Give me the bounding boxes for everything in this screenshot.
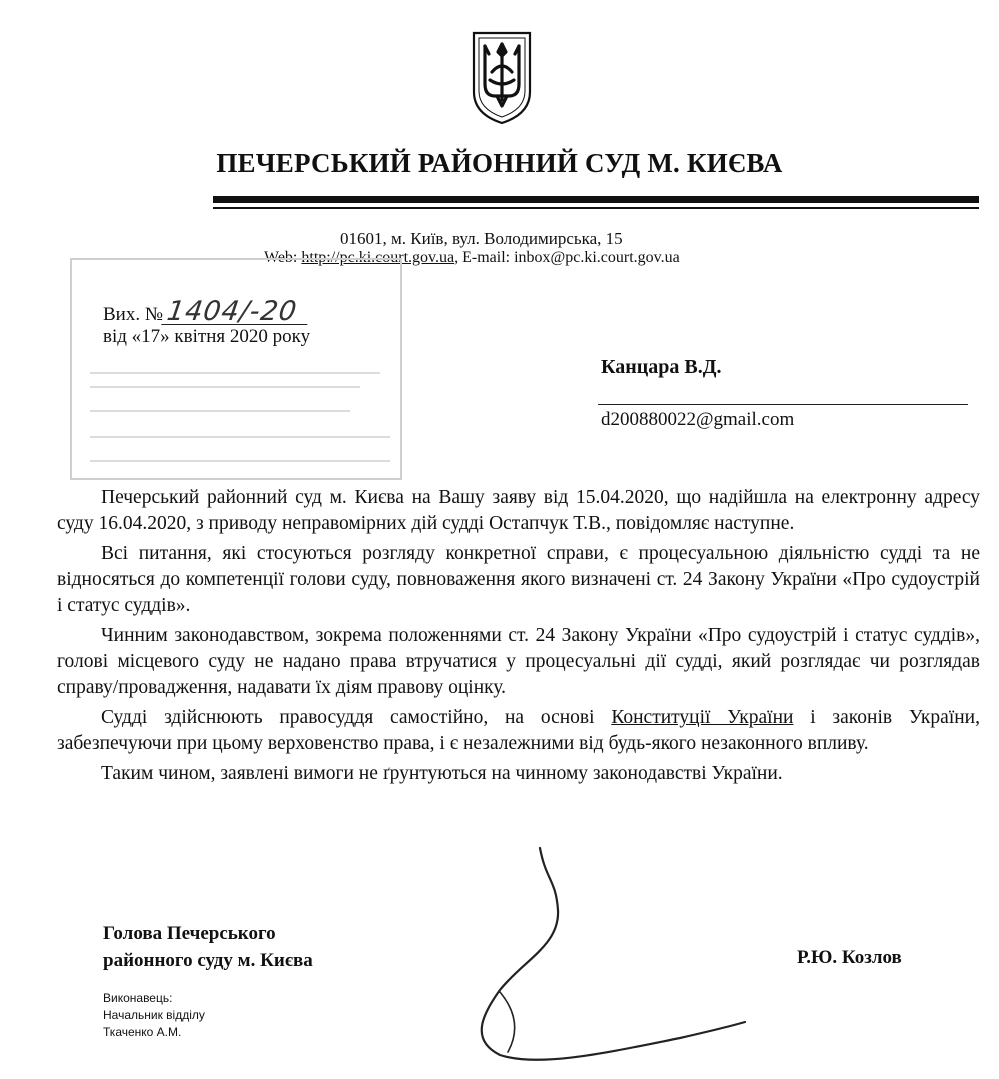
body-paragraph-2: Всі питання, які стосуються розгляду конкретної справи, є процесуальною діяльністю судді та не відносяться до компетенції голови суду, повноваження якого визначені ст. 24 Закону України «Про судоустрій і статус суддів». <box>57 543 980 616</box>
court-name-heading: ПЕЧЕРСЬКИЙ РАЙОННИЙ СУД М. КИЄВА <box>216 148 783 178</box>
signatory-name: Р.Ю. Козлов <box>797 947 902 968</box>
outgoing-number-label: Вих. № <box>103 304 163 325</box>
constitution-link[interactable]: Конституції України <box>611 707 794 728</box>
email-label: , E-mail: <box>454 249 511 266</box>
signatory-title-line-1: Голова Печерського <box>103 923 276 944</box>
recipient-name: Канцара В.Д. <box>601 356 722 378</box>
outgoing-number-handwritten: 1404/-20 <box>161 300 310 325</box>
trident-emblem-icon <box>471 30 533 126</box>
signatory-title-line-2: районного суду м. Києва <box>103 950 313 971</box>
header-rule-thick <box>213 196 979 203</box>
executor-label: Виконавець: <box>103 991 173 1005</box>
court-email-link[interactable]: inbox@pc.ki.court.gov.ua <box>514 249 680 266</box>
body-paragraph-1: Печерський районний суд м. Києва на Вашу заяву від 15.04.2020, що надійшла на електронну адресу суду 16.04.2020, з приводу неправомірних дій судді Остапчук Т.В., повідомляє наступне. <box>57 487 980 534</box>
body-paragraph-4-start: Судді здійснюють правосуддя самостійно, на основі <box>101 707 612 728</box>
web-link[interactable]: http://pc.ki.court.gov.ua <box>301 249 455 266</box>
body-paragraph-4-end: і законів України, забезпечуючи при цьому верховенство права, і є незалежними від будь-якого незаконного впливу. <box>57 707 980 754</box>
executor-block <box>103 990 205 1041</box>
web-label: Web: <box>264 249 298 266</box>
outgoing-number <box>103 296 309 327</box>
header-rule-thin <box>213 207 979 209</box>
executor-name: Ткаченко А.М. <box>103 1025 182 1039</box>
outgoing-date: від «17» квітня 2020 року <box>103 326 311 347</box>
recipient-rule <box>598 404 968 405</box>
body-paragraph-5: Таким чином, заявлені вимоги не ґрунтуються на чинному законодавстві України. <box>101 763 783 784</box>
handwritten-signature <box>460 840 750 1070</box>
recipient-email: d200880022@gmail.com <box>601 409 795 430</box>
executor-position: Начальник відділу <box>103 1008 205 1022</box>
letter-body <box>57 485 980 791</box>
body-paragraph-4 <box>57 705 980 757</box>
body-paragraph-3: Чинним законодавством, зокрема положеннями ст. 24 Закону України «Про судоустрій і статус суддів», голові місцевого суду не надано права втручатися у процесуальні дії судді, який розглядає чи розглядав справу/провадження, надавати їх діям правову оцінку. <box>57 625 980 698</box>
signatory-title <box>103 920 313 974</box>
court-address: 01601, м. Київ, вул. Володимирська, 15 <box>340 229 623 248</box>
registration-stamp <box>70 258 402 480</box>
